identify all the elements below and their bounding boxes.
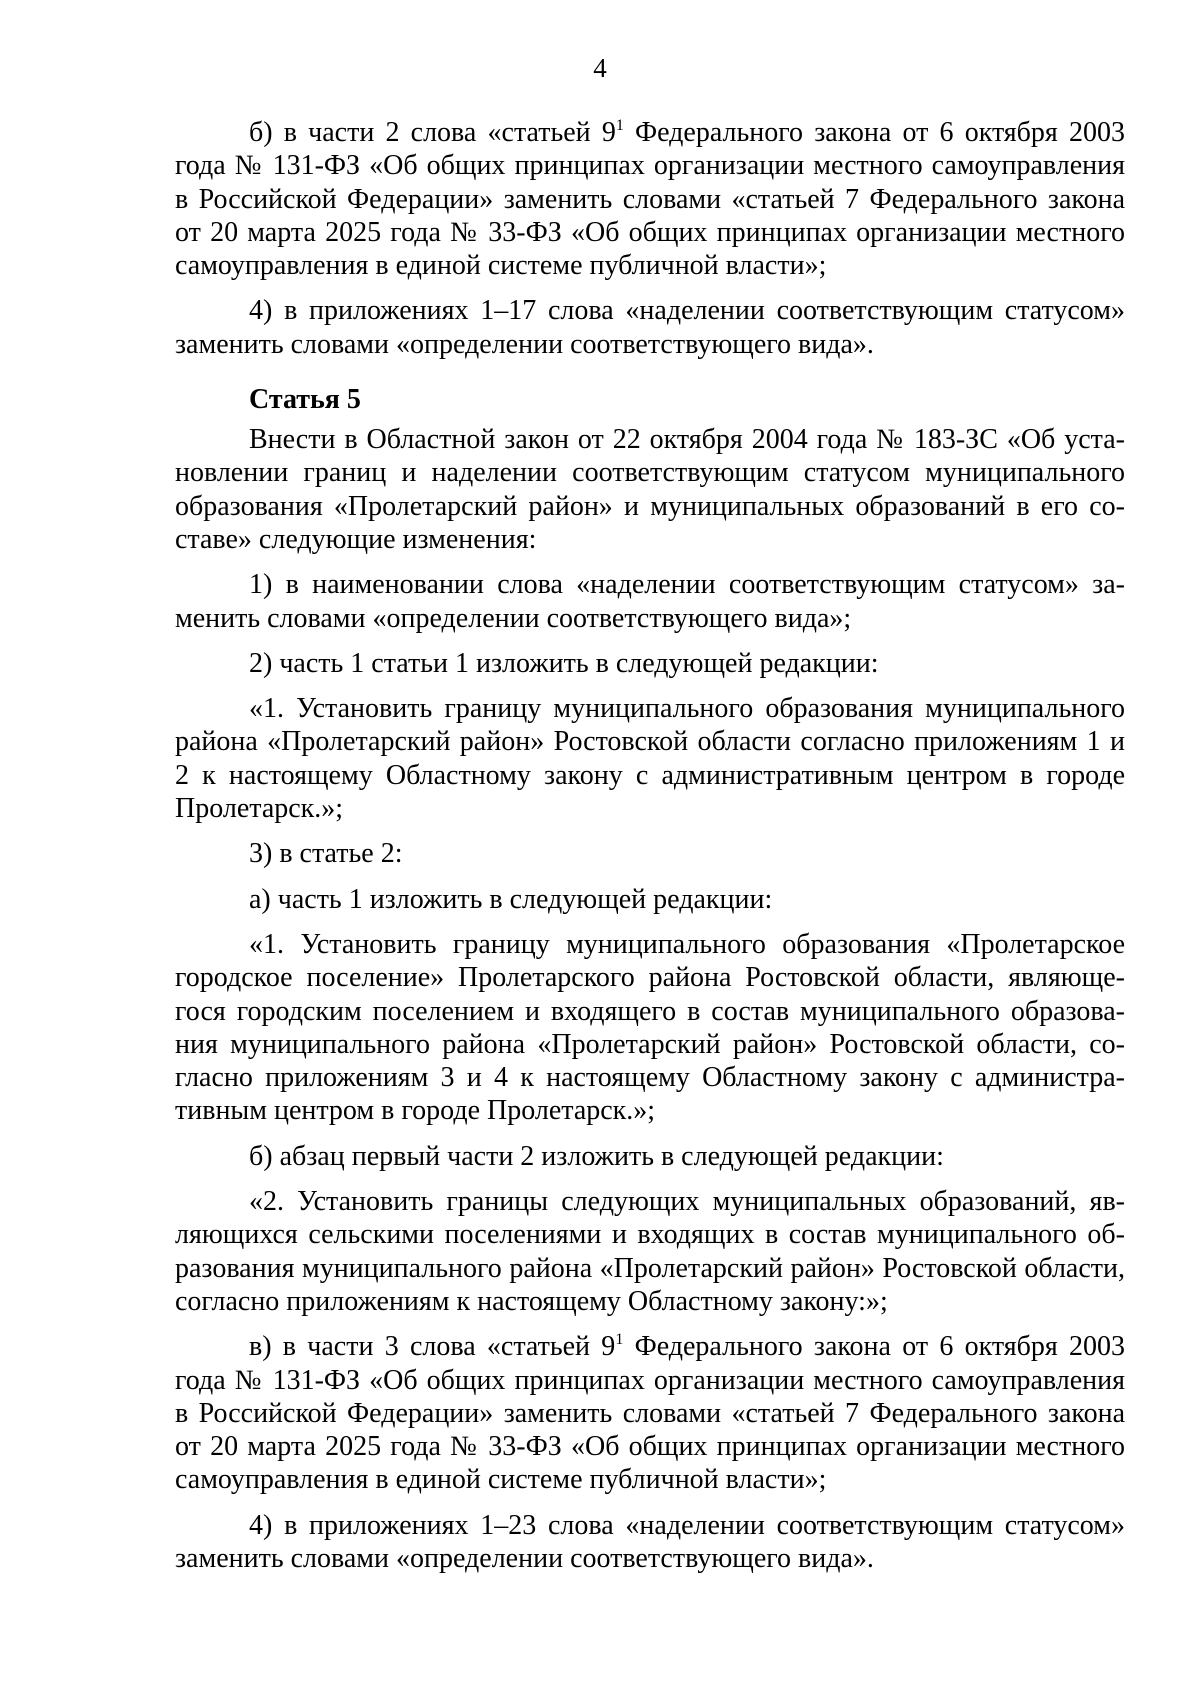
document-body xyxy=(175,116,1125,1587)
paragraph-text: б) в части 2 слова «статьей 9 xyxy=(249,117,616,148)
paragraph-b-part-2 xyxy=(175,116,1125,282)
superscript: 1 xyxy=(615,1331,624,1349)
paragraph-quote-2-rural-settlements: «2. Установить границы следующих муниципальных образований, являющихся сельскими поселениями и входящих в состав муниципального образования муниципального района «Пролетарский район» Ростовской области, согласно приложениям к настоящему Областному закону:»; xyxy=(175,1186,1125,1317)
paragraph-3-article-2: 3) в статье 2: xyxy=(249,838,403,870)
paragraph-text: Федерального закона от 6 октября 2003 года № 131-ФЗ «Об общих принципах организации местного самоуправления в Российской Федерации» заменить словами «статьей 7 Федерального закона от 20 марта 2025 года № 33-ФЗ «Об общих принципах организации местного самоуправления в единой системе публичной власти»; xyxy=(175,117,1125,282)
paragraph-v-part-3 xyxy=(175,1330,1125,1496)
paragraph-text: Федерального закона от 6 октября 2003 года № 131-ФЗ «Об общих принципах организации местного самоуправления в Российской Федерации» заменить словами «статьей 7 Федерального закона от 20 марта 2025 года № 33-ФЗ «Об общих принципах организации местного самоуправления в единой системе публичной власти»; xyxy=(175,1331,1125,1496)
page-number: 4 xyxy=(593,53,607,83)
superscript: 1 xyxy=(615,117,624,134)
paragraph-article-intro: Внести в Областной закон от 22 октября 2004 года № 183-ЗС «Об установлении границ и наделении соответствующим статусом муниципального образования «Пролетарский район» и муниципальных образований в его составе» следующие изменения: xyxy=(175,424,1125,555)
paragraph-quote-1-urban-settlement: «1. Установить границу муниципального образования «Пролетарское городское поселение» Пролетарского района Ростовской области, являющегося городским поселением и входящего в состав муниципального образования муниципального района «Пролетарский район» Ростовской области, согласно приложениям 3 и 4 к настоящему Областному закону с административным центром в городе Пролетарск.»; xyxy=(175,928,1125,1127)
paragraph-2-part-1: 2) часть 1 статьи 1 изложить в следующей редакции: xyxy=(249,647,879,679)
article-heading: Статья 5 xyxy=(249,384,361,416)
paragraph-a-part-1: а) часть 1 изложить в следующей редакции: xyxy=(249,883,773,915)
paragraph-b-part-2-first: б) абзац первый части 2 изложить в следующей редакции: xyxy=(249,1140,944,1172)
paragraph-4-appendices-1-17: 4) в приложениях 1–17 слова «наделении соответствующим статусом» заменить словами «определении соответствующего вида». xyxy=(175,295,1125,360)
paragraph-text: в) в части 3 слова «статьей 9 xyxy=(249,1331,616,1363)
paragraph-1-name: 1) в наименовании слова «наделении соответствующим статусом» заменить словами «определении соответствующего вида»; xyxy=(175,569,1125,634)
paragraph-4-appendices-1-23: 4) в приложениях 1–23 слова «наделении соответствующим статусом» заменить словами «определении соответствующего вида». xyxy=(175,1509,1125,1574)
paragraph-quote-1-district: «1. Установить границу муниципального образования муниципального района «Пролетарский район» Ростовской области согласно приложениям 1 и 2 к настоящему Областному закону с административным центром в городе Пролетарск.»; xyxy=(175,693,1125,825)
